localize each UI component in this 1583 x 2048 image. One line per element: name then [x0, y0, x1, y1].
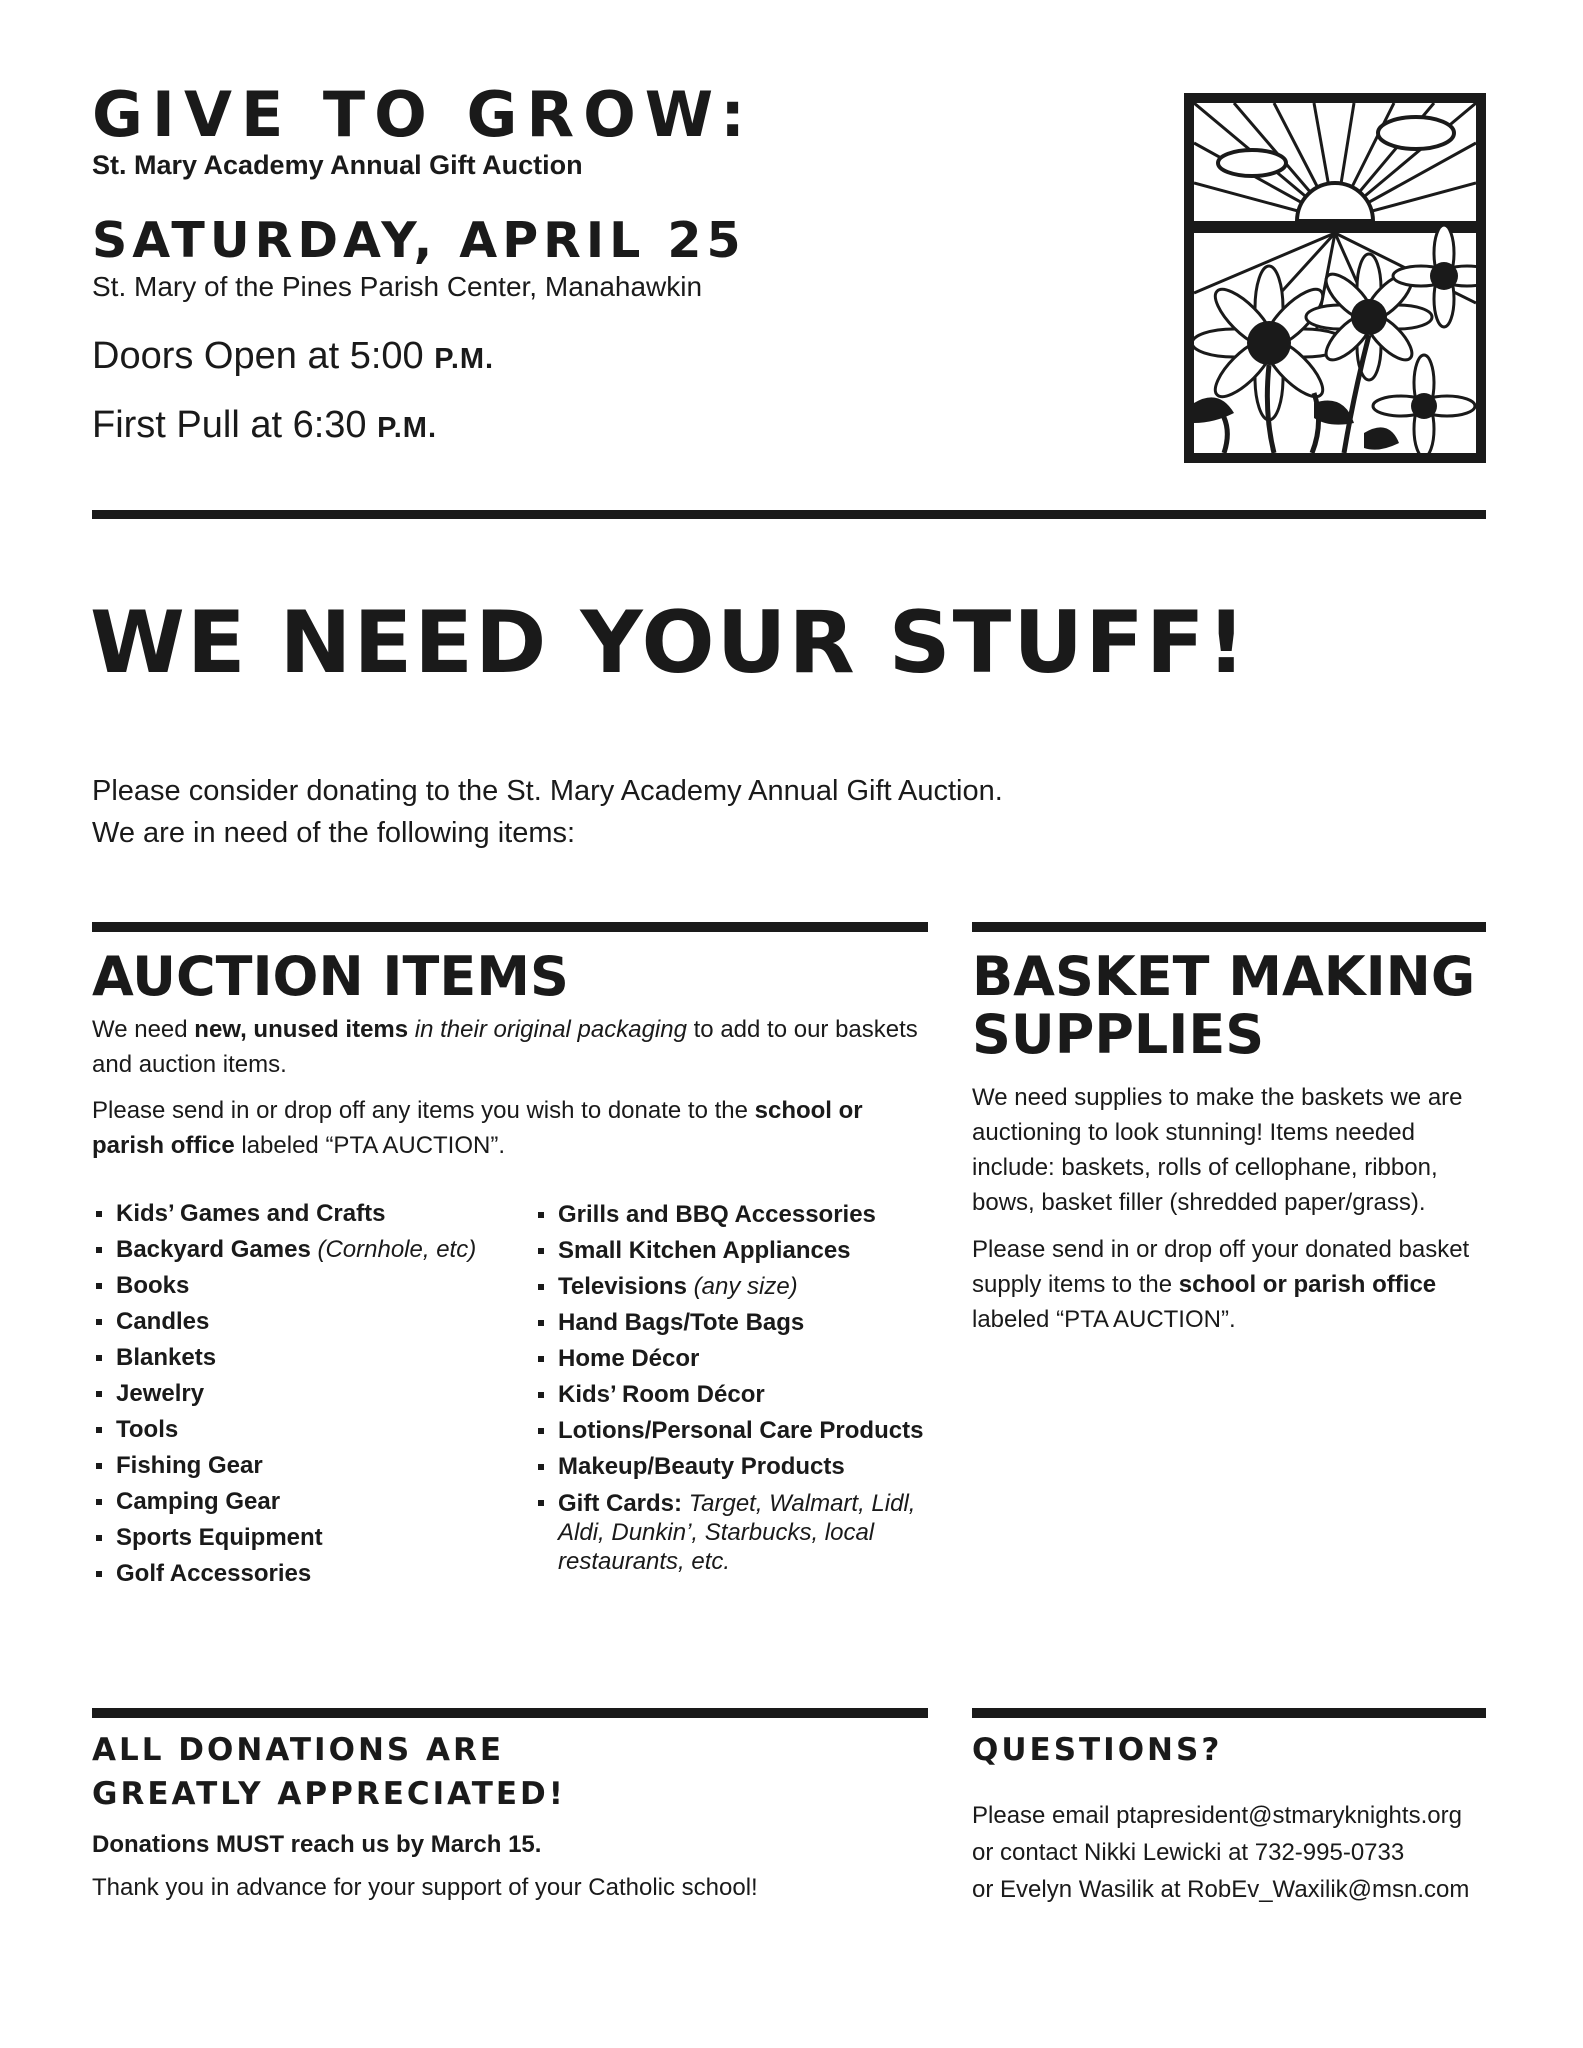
intro-line-1: Please consider donating to the St. Mary Academy Annual Gift Auction. [92, 775, 1003, 807]
list-item: Hand Bags/Tote Bags [534, 1305, 934, 1341]
first-pull-pm: P.M. [377, 412, 438, 444]
list-item: Books [92, 1268, 476, 1304]
questions-email-line: Please email ptapresident@stmaryknights.org [972, 1802, 1462, 1829]
first-pull-label: First Pull at 6:30 [92, 404, 367, 446]
donations-title: ALL DONATIONS ARE GREATLY APPRECIATED! [92, 1732, 566, 1812]
basket-section-divider [972, 922, 1486, 932]
list-item: Jewelry [92, 1376, 476, 1412]
event-date: SATURDAY, APRIL 25 [92, 212, 746, 269]
intro-text [92, 770, 1003, 854]
doors-open-time [92, 335, 494, 378]
questions-alt-contact-line: or Evelyn Wasilik at RobEv_Waxilik@msn.com [972, 1876, 1470, 1903]
basket-paragraph-2: Please send in or drop off your donated basket supply items to the school or parish office labeled “PTA AUCTION”. [972, 1236, 1470, 1333]
questions-section-divider [972, 1708, 1486, 1718]
list-item: Sports Equipment [92, 1520, 476, 1556]
auction-paragraph-2: Please send in or drop off any items you wish to donate to the school or parish office labeled “PTA AUCTION”. [92, 1097, 863, 1159]
questions-phone-line: or contact Nikki Lewicki at 732-995-0733 [972, 1839, 1405, 1866]
list-item: Lotions/Personal Care Products [534, 1413, 934, 1449]
first-pull-time [92, 404, 437, 447]
list-item: Candles [92, 1304, 476, 1340]
list-item: Televisions (any size) [534, 1269, 934, 1305]
list-item: Golf Accessories [92, 1556, 476, 1592]
auction-items-list-1 [92, 1196, 476, 1592]
sunflower-woodcut-artwork [1184, 93, 1486, 463]
headline: WE NEED YOUR STUFF! [90, 593, 1248, 693]
event-title: GIVE TO GROW: [92, 78, 755, 151]
list-item: Small Kitchen Appliances [534, 1233, 934, 1269]
donations-thanks: Thank you in advance for your support of your Catholic school! [92, 1874, 758, 1901]
doors-open-label: Doors Open at 5:00 [92, 335, 424, 377]
list-item: Kids’ Games and Crafts [92, 1196, 476, 1232]
list-item: Camping Gear [92, 1484, 476, 1520]
auction-paragraph-1: We need new, unused items in their original packaging to add to our baskets and auction items. [92, 1016, 918, 1078]
list-item: Home Décor [534, 1341, 934, 1377]
header-divider [92, 510, 1486, 519]
sunflower-artwork-svg [1194, 103, 1476, 453]
event-venue: St. Mary of the Pines Parish Center, Manahawkin [92, 271, 703, 302]
donations-deadline: Donations MUST reach us by March 15. [92, 1831, 542, 1858]
list-item: Gift Cards: Target, Walmart, Lidl, Aldi, Dunkin’, Starbucks, local restaurants, etc. [534, 1485, 934, 1576]
list-item: Makeup/Beauty Products [534, 1449, 934, 1485]
list-item: Grills and BBQ Accessories [534, 1197, 934, 1233]
list-item: Tools [92, 1412, 476, 1448]
doors-open-pm: P.M. [434, 343, 495, 375]
auction-items-list-2 [534, 1197, 934, 1576]
event-subtitle: St. Mary Academy Annual Gift Auction [92, 150, 583, 180]
list-item: Blankets [92, 1340, 476, 1376]
donations-section-divider [92, 1708, 928, 1718]
intro-line-2: We are in need of the following items: [92, 817, 576, 849]
auction-items-title: AUCTION ITEMS [92, 945, 569, 1008]
list-item: Kids’ Room Décor [534, 1377, 934, 1413]
basket-paragraph-1: We need supplies to make the baskets we are auctioning to look stunning! Items needed include: baskets, rolls of cellophane, ribbon, bows, basket filler (shredded paper/grass). [972, 1084, 1463, 1216]
list-item: Fishing Gear [92, 1448, 476, 1484]
questions-title: QUESTIONS? [972, 1732, 1223, 1768]
list-item: Backyard Games (Cornhole, etc) [92, 1232, 476, 1268]
questions-contact [972, 1797, 1469, 1908]
auction-section-divider [92, 922, 928, 932]
basket-supplies-title: BASKET MAKING SUPPLIES [972, 945, 1476, 1066]
